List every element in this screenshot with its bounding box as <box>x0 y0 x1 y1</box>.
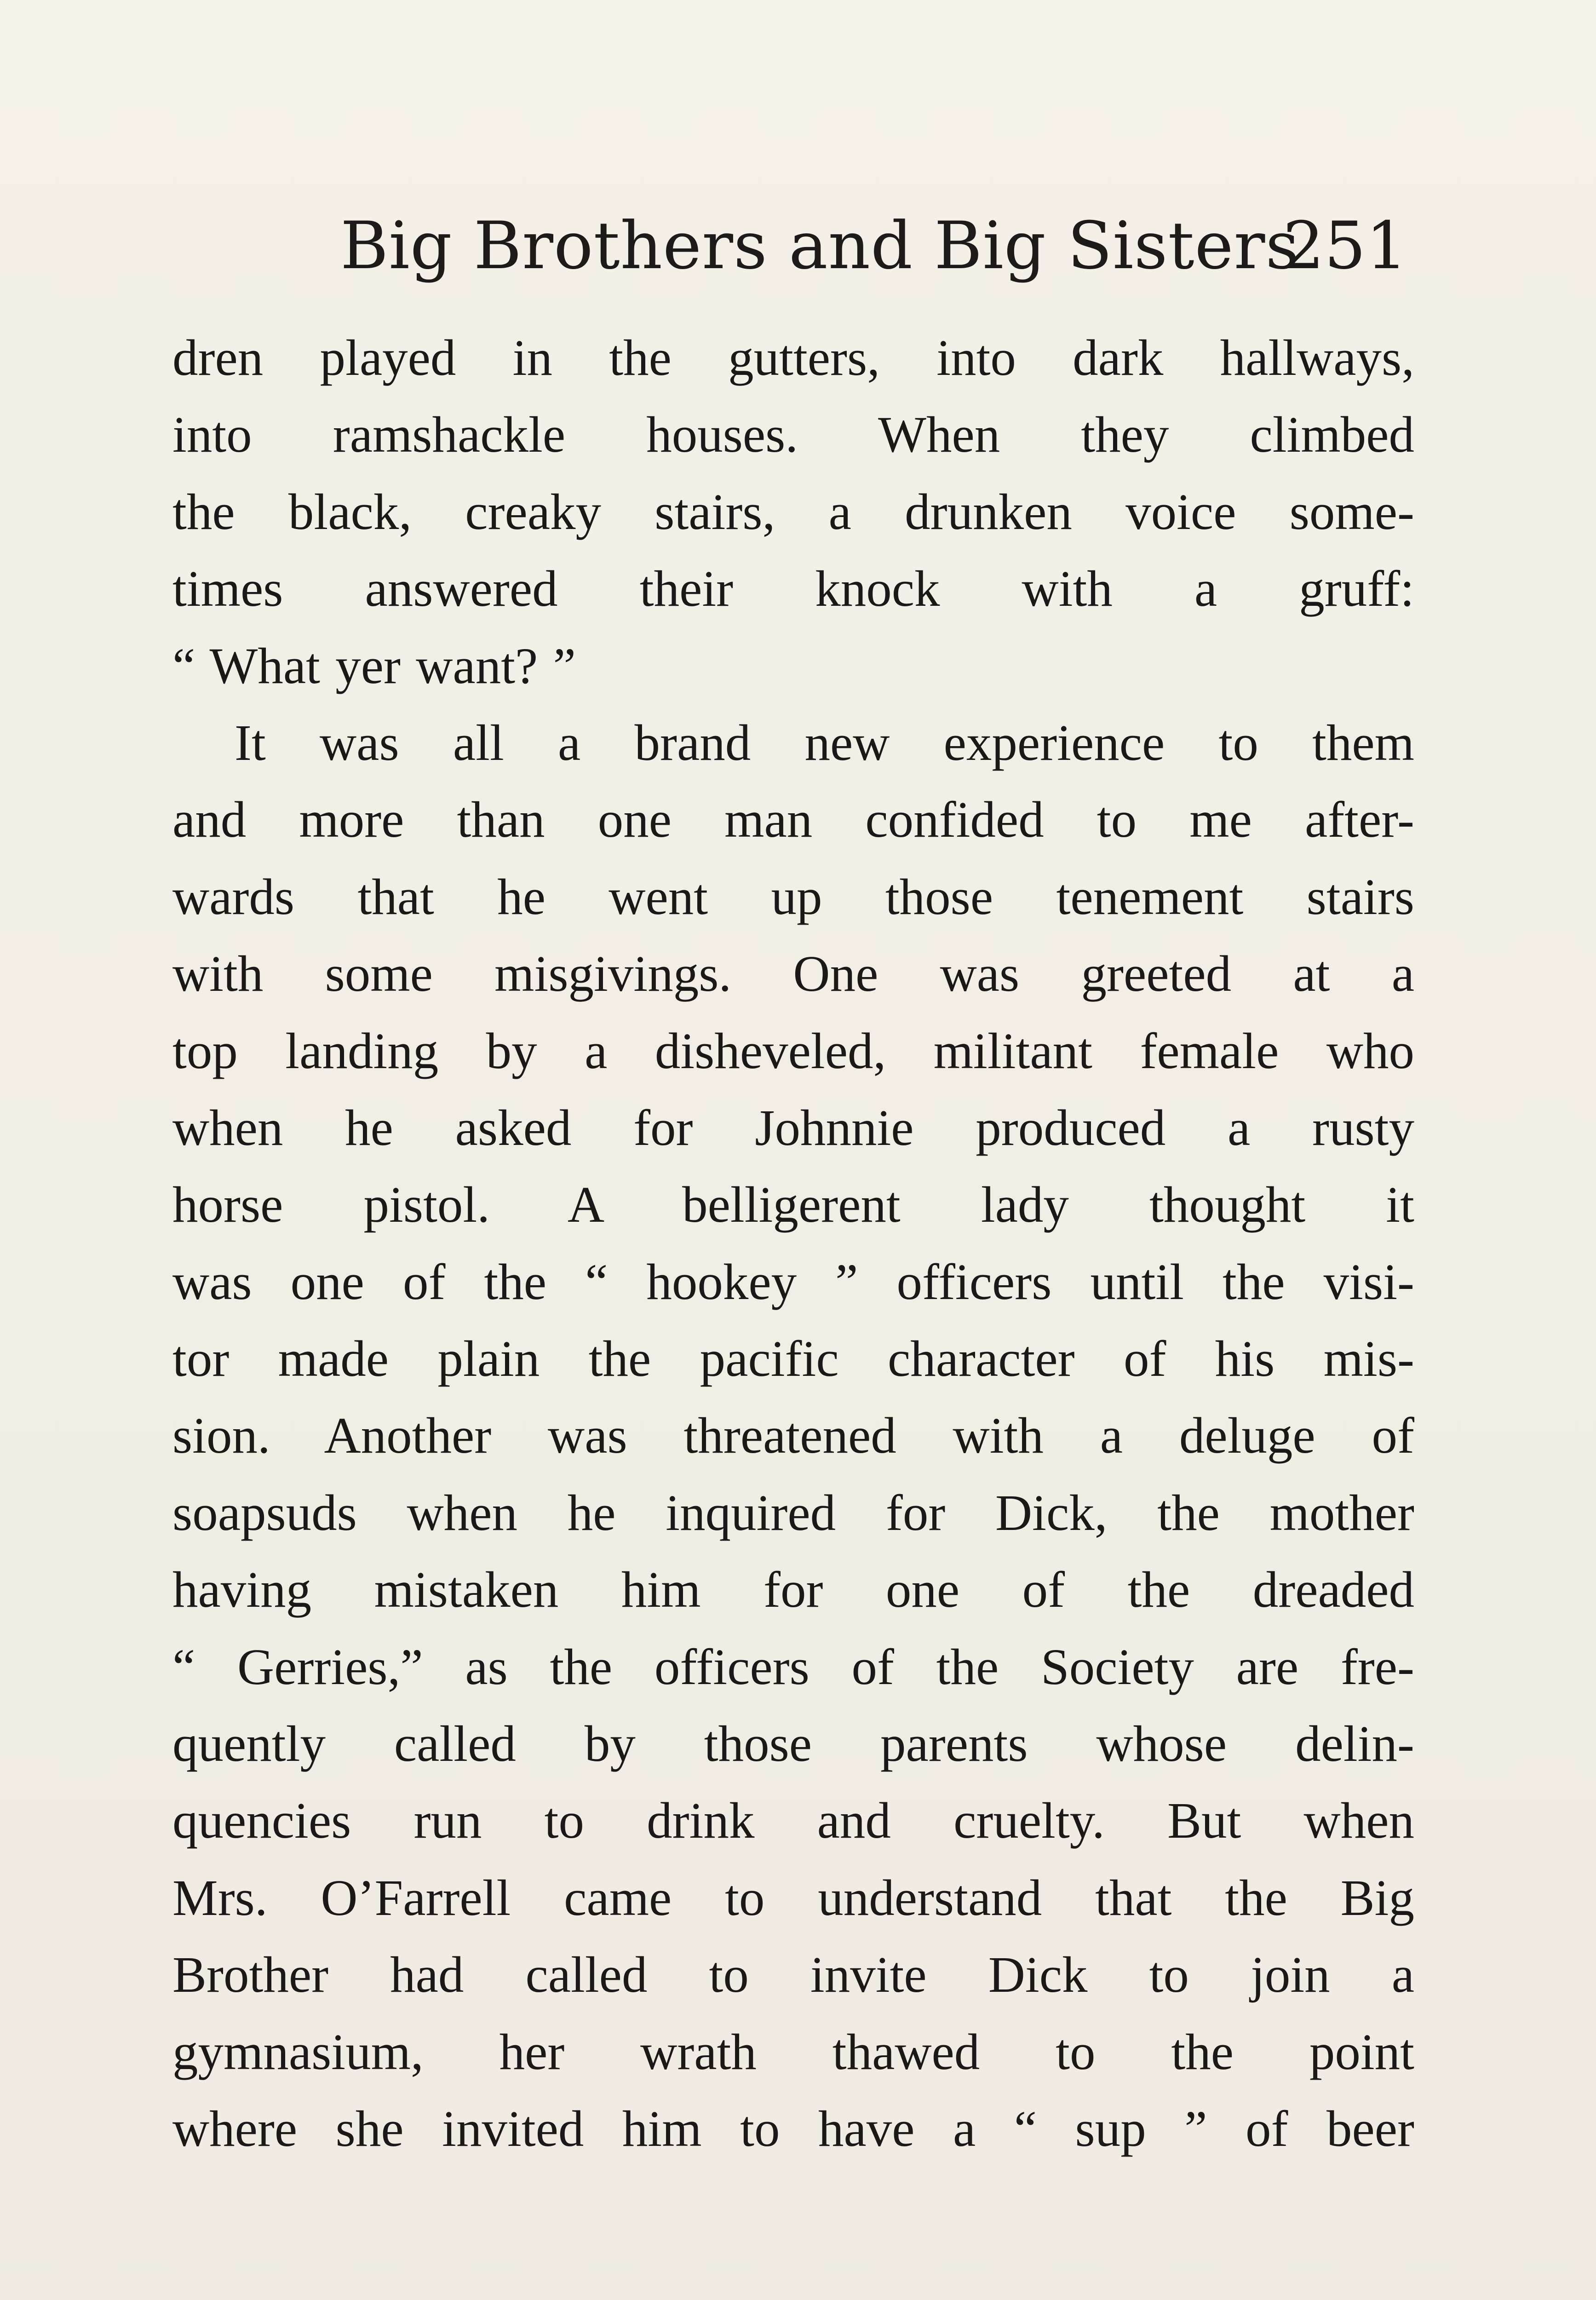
text-line: when he asked for Johnnie produced a rusty <box>172 1099 1414 1156</box>
text-line: where she invited him to have a “ sup ” of beer <box>172 2100 1414 2157</box>
text-line: “ Gerries,” as the officers of the Society are fre- <box>172 1639 1414 1696</box>
text-line: and more than one man confided to me after- <box>172 792 1414 849</box>
text-line: having mistaken him for one of the dreaded <box>172 1562 1414 1619</box>
text-line: wards that he went up those tenement stairs <box>172 868 1414 926</box>
text-line: Brother had called to invite Dick to join a <box>172 1947 1414 2004</box>
text-line: Mrs. O’Farrell came to understand that the Big <box>172 1869 1414 1926</box>
text-line: gymnasium, her wrath thawed to the point <box>172 2024 1414 2081</box>
text-line: top landing by a disheveled, militant female who <box>172 1023 1414 1080</box>
page-number: 251 <box>1282 208 1407 284</box>
text-line: “ What yer want? ” <box>172 638 576 695</box>
text-line: quently called by those parents whose delin- <box>172 1716 1414 1773</box>
text-line: was one of the “ hookey ” officers until the visi- <box>172 1254 1414 1311</box>
text-line: soapsuds when he inquired for Dick, the mother <box>172 1484 1414 1541</box>
body-text <box>172 320 1414 2168</box>
text-line: horse pistol. A belligerent lady thought it <box>172 1177 1414 1234</box>
running-head <box>340 200 1407 292</box>
text-line: sion. Another was threatened with a deluge of <box>172 1408 1414 1465</box>
text-line: dren played in the gutters, into dark hallways, <box>172 330 1414 386</box>
running-title: Big Brothers and Big Sisters <box>340 208 1300 284</box>
text-line: with some misgivings. One was greeted at a <box>172 946 1414 1003</box>
text-line: the black, creaky stairs, a drunken voice some- <box>172 483 1414 540</box>
text-line: quencies run to drink and cruelty. But when <box>172 1793 1414 1850</box>
text-line: into ramshackle houses. When they climbed <box>172 407 1414 464</box>
text-line: times answered their knock with a gruff: <box>172 561 1414 618</box>
text-line: It was all a brand new experience to them <box>235 714 1414 771</box>
text-line: tor made plain the pacific character of his mis- <box>172 1331 1414 1388</box>
